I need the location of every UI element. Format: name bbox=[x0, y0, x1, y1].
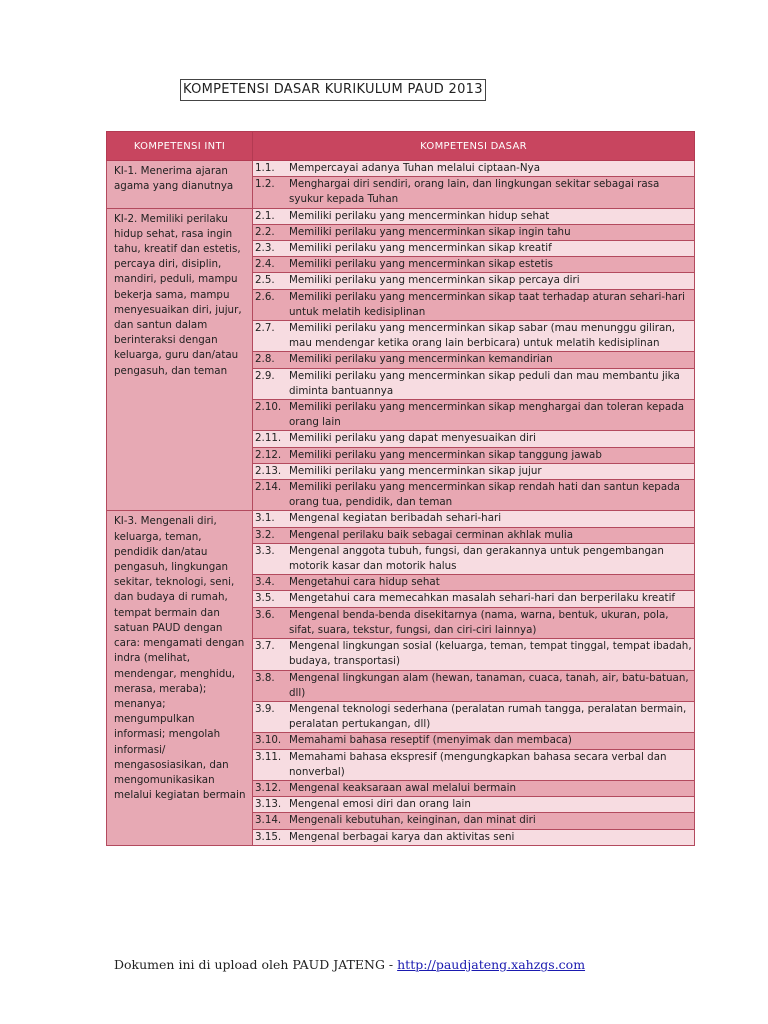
kd-number: 3.1. bbox=[255, 512, 275, 525]
kd-item bbox=[253, 797, 694, 812]
kd-item bbox=[253, 813, 694, 828]
table-header-row bbox=[107, 132, 695, 161]
kompetensi-dasar-cell bbox=[253, 591, 695, 607]
kompetensi-dasar-cell bbox=[253, 749, 695, 780]
kd-number: 2.2. bbox=[255, 225, 275, 238]
kompetensi-dasar-cell bbox=[253, 289, 695, 320]
kd-text: Mengenal emosi diri dan orang lain bbox=[289, 798, 471, 811]
kompetensi-dasar-cell bbox=[253, 447, 695, 463]
kd-text: Memahami bahasa ekspresif (mengungkapkan bahasa secara verbal dan nonverbal) bbox=[289, 750, 667, 778]
kompetensi-dasar-cell bbox=[253, 511, 695, 527]
kd-item bbox=[253, 544, 694, 574]
kd-text: Memiliki perilaku yang mencerminkan kemandirian bbox=[289, 353, 553, 366]
kd-item bbox=[253, 290, 694, 320]
kd-item bbox=[253, 750, 694, 780]
kompetensi-dasar-cell bbox=[253, 575, 695, 591]
kd-item bbox=[253, 321, 694, 351]
kd-item bbox=[253, 161, 694, 176]
kd-text: Menghargai diri sendiri, orang lain, dan lingkungan sekitar sebagai rasa syukur kepada Tuhan bbox=[289, 178, 660, 206]
kd-item bbox=[253, 781, 694, 796]
footer-text: Dokumen ini di upload oleh PAUD JATENG - bbox=[114, 957, 398, 972]
kompetensi-dasar-cell bbox=[253, 639, 695, 670]
kd-item bbox=[253, 448, 694, 463]
kd-number: 2.1. bbox=[255, 209, 275, 222]
kd-item bbox=[253, 273, 694, 288]
kd-text: Memiliki perilaku yang mencerminkan sikap rendah hati dan santun kepada orang tua, pendidik, dan teman bbox=[289, 481, 680, 509]
kd-number: 2.11. bbox=[255, 432, 282, 445]
kd-text: Memiliki perilaku yang mencerminkan sikap tanggung jawab bbox=[289, 448, 602, 461]
table-row bbox=[107, 511, 695, 527]
kompetensi-dasar-cell bbox=[253, 701, 695, 732]
kd-item bbox=[253, 511, 694, 526]
kd-item bbox=[253, 733, 694, 748]
kompetensi-dasar-cell bbox=[253, 670, 695, 701]
kompetensi-dasar-cell bbox=[253, 273, 695, 289]
document-title: KOMPETENSI DASAR KURIKULUM PAUD 2013 bbox=[180, 79, 486, 101]
kd-item bbox=[253, 639, 694, 669]
kd-number: 1.2. bbox=[255, 178, 275, 191]
kd-item bbox=[253, 257, 694, 272]
kd-number: 3.4. bbox=[255, 576, 275, 589]
kd-text: Mempercayai adanya Tuhan melalui ciptaan-Nya bbox=[289, 162, 541, 174]
kompetensi-dasar-cell bbox=[253, 527, 695, 543]
kd-text: Memiliki perilaku yang mencerminkan sikap estetis bbox=[289, 258, 553, 271]
kd-item bbox=[253, 575, 694, 590]
kompetensi-dasar-cell bbox=[253, 797, 695, 813]
kd-text: Memiliki perilaku yang mencerminkan sikap ingin tahu bbox=[289, 225, 571, 238]
kompetensi-inti-cell: KI-2. Memiliki perilaku hidup sehat, rasa ingin tahu, kreatif dan estetis, percaya diri, disiplin, mandiri, peduli, mampu bekerja sama, mampu menyesuaikan diri, jujur, dan santun dalam berinteraksi dengan keluarga, guru dan/atau pengasuh, dan teman bbox=[107, 208, 253, 511]
kompetensi-dasar-cell bbox=[253, 257, 695, 273]
kd-number: 2.14. bbox=[255, 481, 282, 494]
kd-text: Mengenal lingkungan alam (hewan, tanaman, cuaca, tanah, air, batu-batuan, dll) bbox=[289, 671, 689, 699]
kompetensi-dasar-cell bbox=[253, 352, 695, 368]
kd-text: Memiliki perilaku yang mencerminkan sikap kreatif bbox=[289, 242, 552, 255]
table-body bbox=[107, 161, 695, 846]
kd-item bbox=[253, 671, 694, 701]
footer-link[interactable]: http://paudjateng.xahzgs.com bbox=[397, 957, 586, 972]
kd-number: 3.8. bbox=[255, 671, 275, 684]
kd-number: 2.12. bbox=[255, 448, 282, 461]
kd-text: Mengenali kebutuhan, keinginan, dan minat diri bbox=[289, 814, 536, 827]
kd-item bbox=[253, 702, 694, 732]
kd-text: Mengenal teknologi sederhana (peralatan rumah tangga, peralatan bermain, peralatan pertukangan, dll) bbox=[289, 702, 687, 731]
kd-text: Mengenal perilaku baik sebagai cerminan akhlak mulia bbox=[289, 528, 574, 541]
kd-number: 3.10. bbox=[255, 734, 282, 747]
kompetensi-dasar-cell bbox=[253, 431, 695, 447]
kd-number: 3.9. bbox=[255, 702, 275, 715]
kd-text: Memiliki perilaku yang mencerminkan sikap taat terhadap aturan sehari-hari untuk melatih kedisiplinan bbox=[289, 290, 685, 318]
kd-text: Mengenal berbagai karya dan aktivitas seni bbox=[289, 830, 515, 843]
kd-number: 2.8. bbox=[255, 353, 275, 366]
kd-item bbox=[253, 480, 694, 510]
kd-text: Memiliki perilaku yang mencerminkan sikap sabar (mau menunggu giliran, mau mendengar ketika orang lain berbicara) untuk melatih kedisiplinan bbox=[289, 322, 676, 350]
kompetensi-inti-cell: KI-1. Menerima ajaran agama yang dianutnya bbox=[107, 161, 253, 209]
kd-number: 3.11. bbox=[255, 750, 282, 763]
kd-item bbox=[253, 431, 694, 446]
kd-number: 2.6. bbox=[255, 290, 275, 303]
kd-item bbox=[253, 400, 694, 430]
kompetensi-dasar-cell bbox=[253, 161, 695, 177]
kd-text: Mengenal lingkungan sosial (keluarga, teman, tempat tinggal, tempat ibadah, budaya, transportasi) bbox=[289, 640, 692, 668]
kd-text: Mengenal anggota tubuh, fungsi, dan gerakannya untuk pengembangan motorik kasar dan motorik halus bbox=[289, 544, 664, 573]
table-row bbox=[107, 208, 695, 224]
kd-number: 3.13. bbox=[255, 798, 282, 811]
kd-text: Mengenal keaksaraan awal melalui bermain bbox=[289, 781, 516, 794]
kompetensi-dasar-cell bbox=[253, 400, 695, 431]
kd-item bbox=[253, 830, 694, 845]
kompetensi-dasar-cell bbox=[253, 813, 695, 829]
kd-number: 2.5. bbox=[255, 274, 275, 287]
footer bbox=[114, 957, 585, 972]
kd-number: 3.12. bbox=[255, 781, 282, 794]
kompetensi-dasar-cell bbox=[253, 733, 695, 749]
kd-item bbox=[253, 241, 694, 256]
kd-number: 2.10. bbox=[255, 401, 282, 414]
kompetensi-dasar-cell bbox=[253, 463, 695, 479]
kd-item bbox=[253, 591, 694, 606]
kd-text: Memiliki perilaku yang dapat menyesuaikan diri bbox=[289, 432, 537, 445]
kd-text: Mengenal benda-benda disekitarnya (nama, warna, bentuk, ukuran, pola, sifat, suara, tekstur, fungsi, dan ciri-ciri lainnya) bbox=[289, 608, 669, 636]
kd-item bbox=[253, 528, 694, 543]
kd-item bbox=[253, 177, 694, 207]
kd-text: Mengetahui cara hidup sehat bbox=[289, 576, 440, 589]
kompetensi-dasar-cell bbox=[253, 368, 695, 399]
kd-text: Memiliki perilaku yang mencerminkan sikap percaya diri bbox=[289, 274, 580, 287]
kd-number: 3.3. bbox=[255, 544, 275, 557]
kd-number: 3.7. bbox=[255, 640, 275, 653]
kompetensi-dasar-cell bbox=[253, 607, 695, 638]
table-row bbox=[107, 161, 695, 177]
kd-text: Memahami bahasa reseptif (menyimak dan membaca) bbox=[289, 734, 572, 747]
kd-number: 1.1. bbox=[255, 162, 275, 174]
kompetensi-dasar-cell bbox=[253, 480, 695, 511]
kd-text: Memiliki perilaku yang mencerminkan sikap jujur bbox=[289, 464, 542, 477]
kd-text: Memiliki perilaku yang mencerminkan hidup sehat bbox=[289, 209, 550, 222]
kompetensi-dasar-cell bbox=[253, 829, 695, 845]
kd-text: Memiliki perilaku yang mencerminkan sikap peduli dan mau membantu jika diminta bantuannya bbox=[289, 369, 680, 397]
kd-number: 3.5. bbox=[255, 592, 275, 605]
kd-number: 2.9. bbox=[255, 369, 275, 382]
kompetensi-dasar-cell bbox=[253, 780, 695, 796]
header-kompetensi-inti: KOMPETENSI INTI bbox=[107, 132, 253, 161]
kd-number: 3.2. bbox=[255, 528, 275, 541]
kd-item bbox=[253, 209, 694, 224]
kompetensi-inti-cell: KI-3. Mengenali diri, keluarga, teman, pendidik dan/atau pengasuh, lingkungan sekitar, teknologi, seni, dan budaya di rumah, tempat bermain dan satuan PAUD dengan cara: mengamati dengan indra (melihat, mendengar, menghidu, merasa, meraba); menanya; mengumpulkan informasi; mengolah informasi/ mengasosiasikan, dan mengomunikasikan melalui kegiatan bermain bbox=[107, 511, 253, 845]
kd-text: Mengetahui cara memecahkan masalah sehari-hari dan berperilaku kreatif bbox=[289, 592, 676, 605]
kompetensi-dasar-cell bbox=[253, 241, 695, 257]
kd-number: 2.13. bbox=[255, 464, 282, 477]
kompetensi-dasar-cell bbox=[253, 208, 695, 224]
kd-number: 3.6. bbox=[255, 608, 275, 621]
kd-item bbox=[253, 464, 694, 479]
kd-item bbox=[253, 608, 694, 638]
kd-item bbox=[253, 369, 694, 399]
kd-number: 3.14. bbox=[255, 814, 282, 827]
kompetensi-dasar-cell bbox=[253, 543, 695, 574]
kd-text: Memiliki perilaku yang mencerminkan sikap menghargai dan toleran kepada orang lain bbox=[289, 401, 685, 429]
kd-item bbox=[253, 225, 694, 240]
kompetensi-dasar-cell bbox=[253, 177, 695, 208]
competency-table bbox=[106, 131, 695, 846]
header-kompetensi-dasar: KOMPETENSI DASAR bbox=[253, 132, 695, 161]
kd-number: 2.3. bbox=[255, 242, 275, 255]
kompetensi-dasar-cell bbox=[253, 224, 695, 240]
kd-number: 2.7. bbox=[255, 322, 275, 335]
kd-text: Mengenal kegiatan beribadah sehari-hari bbox=[289, 512, 502, 525]
kd-item bbox=[253, 352, 694, 367]
kd-number: 3.15. bbox=[255, 830, 282, 843]
kompetensi-dasar-cell bbox=[253, 321, 695, 352]
kd-number: 2.4. bbox=[255, 258, 275, 271]
